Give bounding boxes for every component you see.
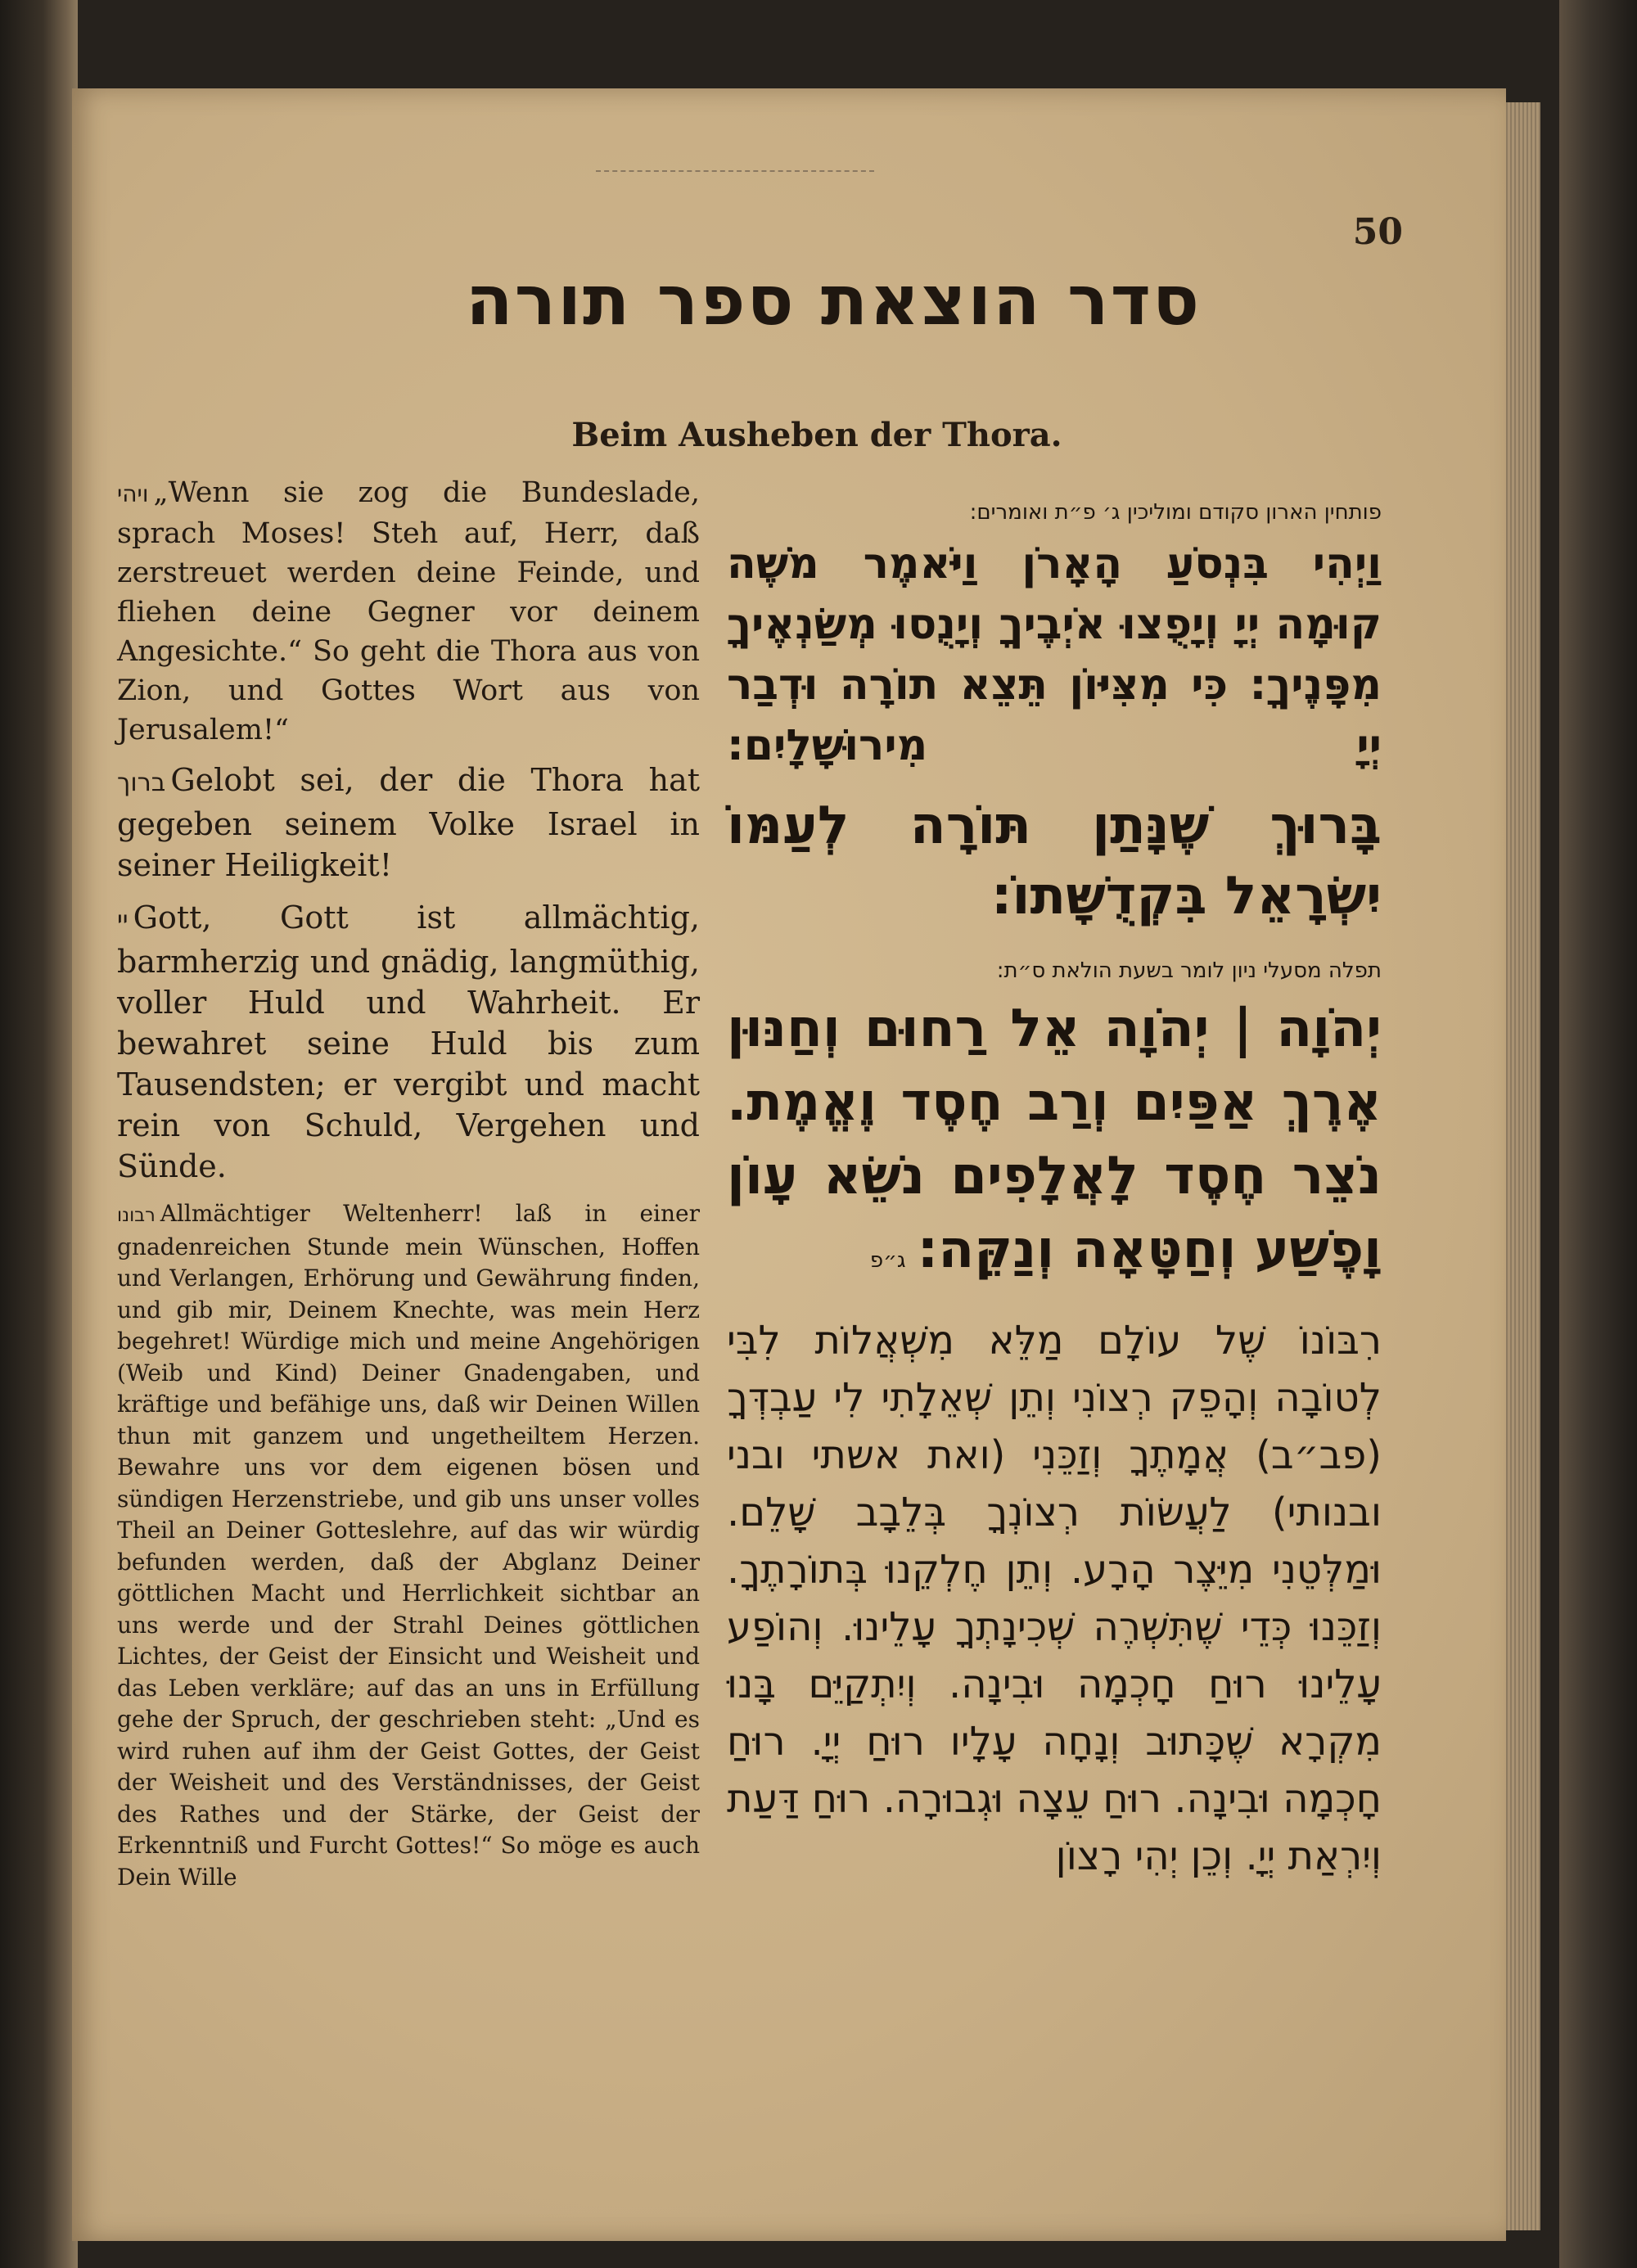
german-paragraph <box>117 760 700 886</box>
hebrew-marker: ויהי <box>117 480 149 507</box>
pencil-mark <box>596 170 874 174</box>
instruction-text: תפלה מסעלי ניון לומר בשעת הולאת ס״ת: <box>996 958 1382 983</box>
german-paragraph <box>117 1198 700 1893</box>
book-cover-edge <box>1559 0 1637 2268</box>
book-page <box>72 88 1506 2241</box>
german-paragraph <box>117 473 700 750</box>
book-spine <box>0 0 78 2268</box>
paragraph-text: „Wenn sie zog die Bundeslade, sprach Moses! Steh auf, Herr, daß zerstreuet werden deine Feinde, und fliehen deine Gegner vor deinem Angesichte.“ So geht die Thora aus von Zion, und Gottes Wort aus von Jerusalem!“ <box>117 476 700 746</box>
verse-note: ג״פ <box>869 1248 906 1273</box>
hebrew-verse: וַיְהִי בִּנְסֹעַ הָאָרֹן וַיֹּאמֶר מֹשֶׁה קוּמָה יְיָ וְיָפֻצוּ אֹיְבֶיךָ וְיָנֻסוּ מְשַׂנְאֶיךָ מִפָּנֶיךָ: כִּי מִצִּיּוֹן תֵּצֵא תוֹרָה וּדְבַר יְיָ מִירוּשָׁלָיִם: <box>727 539 1382 770</box>
instruction-text: פותחין הארון סקודם ומוליכין ג׳ פ״ת ואומרים: <box>969 500 1382 525</box>
hebrew-heading: סדר הוצאת ספר תורה <box>465 260 1202 340</box>
hebrew-marker: ברוך <box>117 769 166 797</box>
german-heading: Beim Ausheben der Thora. <box>571 416 1062 454</box>
verse-text: יְהֹוָה | יְהֹוָה אֵל רַחוּם וְחַנּוּן אֶרֶךְ אַפַּיִם וְרַב חֶסֶד וֶאֱמֶת. נֹצֵר חֶסֶד לָאֲלָפִים נֹשֵׂא עָוֹן וָפֶשַׁע וְחַטָּאָה וְנַקֵּה: <box>727 999 1382 1280</box>
hebrew-column <box>727 473 1382 1885</box>
hebrew-marker: יי <box>117 906 129 935</box>
hebrew-verse: בָּרוּךְ שֶׁנָּתַן תּוֹרָה לְעַמּוֹ יִשְׂרָאֵל בִּקְדֻשָּׁתוֹ: <box>727 796 1382 927</box>
paragraph-text: Allmächtiger Weltenherr! laß in einer gnadenreichen Stunde mein Wünschen, Hoffen und Verlangen, Erhörung und Gewährung finden, und gib mir, Deinem Knechte, was mein Herz begehret! Würdige mich und meine Angehörigen (Weib und Kind) Deiner Gnadengaben, und kräftige und befähige uns, daß wir Deinen Willen thun mit ganzem und ungetheiltem Herzen. Bewahre uns vor dem eigenen bösen und sündigen Herzenstriebe, und gib uns unser volles Theil an Deiner Gotteslehre, auf das wir würdig befunden werden, daß der Abglanz Deiner göttlichen Macht und Herrlichkeit sichtbar an uns werde und der Strahl Deines göttlichen Lichtes, der Geist der Einsicht und Weisheit und das Leben verkläre; auf das an uns in Erfüllung gehe der Spruch, der geschrieben steht: „Und es wird ruhen auf ihm der Geist Gottes, der Geist der Weisheit und des Verständnisses, der Geist des Rathes und der Stärke, der Geist der Erkenntniß und Furcht Gottes!“ So möge es auch Dein Wille <box>117 1200 700 1891</box>
hebrew-prayer: רִבּוֹנוֹ שֶׁל עוֹלָם מַלֵּא מִשְׁאֲלוֹת לִבִּי לְטוֹבָה וְהָפֵק רְצוֹנִי וְתֵן שְׁאֵלָתִי לִי עַבְדְּךָ (פב״ב) אֲמָתֶךָ וְזַכֵּנִי (ואת אשתי ובני ובנותי) לַעֲשׂוֹת רְצוֹנְךָ בְּלֵבָב שָׁלֵם. וּמַלְּטֵנִי מִיֵּצֶר הָרָע. וְתֵן חֶלְקֵנוּ בְּתוֹרָתֶךָ. וְזַכֵּנוּ כְּדֵי שֶׁתִּשְׁרֶה שְׁכִינָתְךָ עָלֵינוּ. וְהוֹפַע עָלֵינוּ רוּחַ חָכְמָה וּבִינָה. וְיִתְקַיֵּם בָּנוּ מִקְרָא שֶׁכָּתוּב וְנָחָה עָלָיו רוּחַ יְיָ. רוּחַ חָכְמָה וּבִינָה. רוּחַ עֵצָה וּגְבוּרָה. רוּחַ דַּעַת וְיִרְאַת יְיָ. וְכֵן יְהִי רָצוֹן <box>727 1318 1382 1879</box>
paragraph-text: Gelobt sei, der die Thora hat gegeben seinem Volke Israel in seiner Heiligkeit! <box>117 762 700 883</box>
paragraph-text: Gott, Gott ist allmächtig, barmherzig und gnädig, langmüthig, voller Huld und Wahrheit. Er bewahret seine Huld bis zum Tausendsten; er vergibt und macht rein von Schuld, Vergehen und Sünde. <box>117 900 700 1184</box>
hebrew-marker: רבונו <box>117 1205 156 1226</box>
german-column <box>117 473 700 1893</box>
page-number: 50 <box>1352 211 1403 253</box>
german-paragraph <box>117 897 700 1187</box>
hebrew-verse <box>727 992 1382 1297</box>
